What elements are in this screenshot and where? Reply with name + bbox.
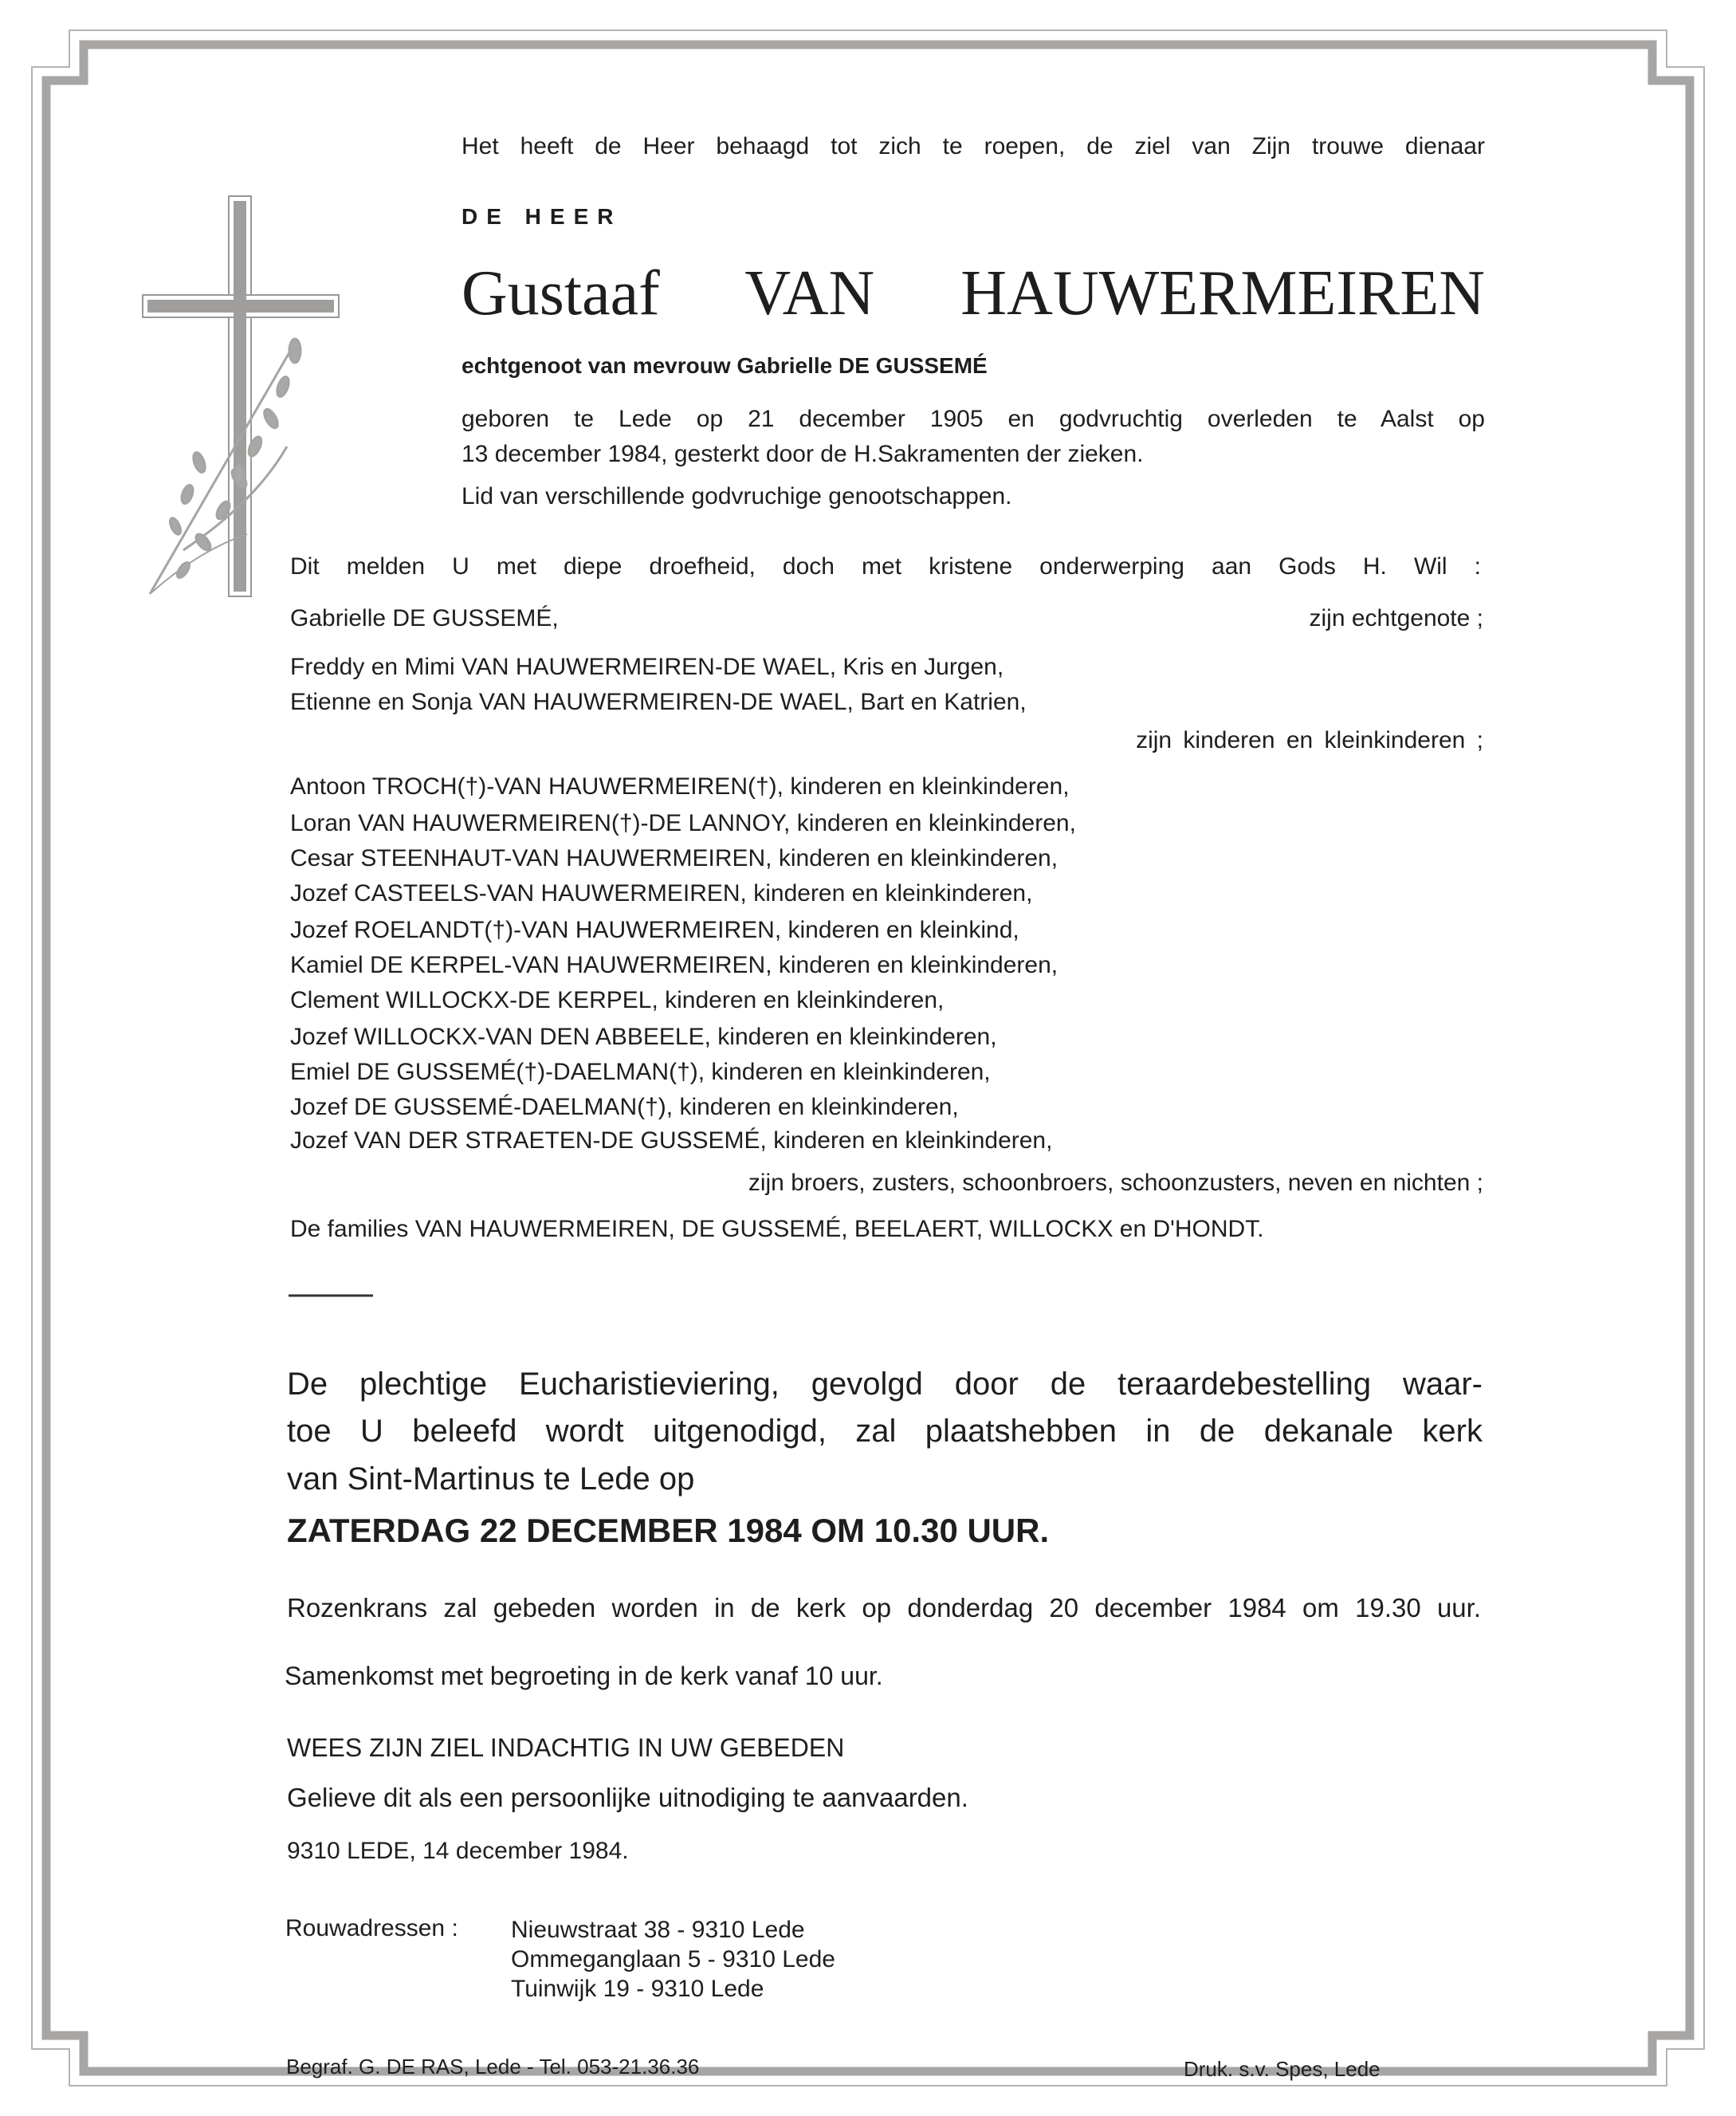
sibling-line: Jozef VAN DER STRAETEN-DE GUSSEMÉ, kinderen en kleinkinderen,	[290, 1127, 1053, 1154]
ceremony-date: ZATERDAG 22 DECEMBER 1984 OM 10.30 UUR.	[287, 1512, 1050, 1549]
branch-icon	[150, 339, 300, 594]
invitation-line: Gelieve dit als een persoonlijke uitnodiging te aanvaarden.	[287, 1783, 968, 1812]
footer-printer: Druk. s.v. Spes, Lede	[1184, 2057, 1381, 2081]
sibling-line: Jozef WILLOCKX-VAN DEN ABBEELE, kinderen en kleinkinderen,	[290, 1024, 997, 1050]
children-relation: zijn kinderen en kleinkinderen ;	[1136, 727, 1483, 753]
addresses-label: Rouwadressen :	[285, 1915, 458, 1941]
child-line: Freddy en Mimi VAN HAUWERMEIREN-DE WAEL, Kris en Jurgen,	[290, 654, 1004, 680]
child-line: Etienne en Sonja VAN HAUWERMEIREN-DE WAEL, Bart en Katrien,	[290, 689, 1027, 715]
sibling-line: Cesar STEENHAUT-VAN HAUWERMEIREN, kinderen en kleinkinderen,	[290, 845, 1058, 871]
sibling-line: Clement WILLOCKX-DE KERPEL, kinderen en kleinkinderen,	[290, 987, 945, 1013]
sibling-line: Jozef CASTEELS-VAN HAUWERMEIREN, kinderen en kleinkinderen,	[290, 880, 1033, 907]
sibling-line: Emiel DE GUSSEMÉ(†)-DAELMAN(†), kinderen en kleinkinderen,	[290, 1059, 991, 1085]
rosary-line: Rozenkrans zal gebeden worden in de kerk op donderdag 20 december 1984 om 19.30 uur.	[287, 1593, 1481, 1622]
birth-line-2: 13 december 1984, gesterkt door de H.Sakramenten der zieken.	[461, 441, 1144, 467]
membership-line: Lid van verschillende godvruchige genootschappen.	[461, 483, 1012, 509]
announcement: Dit melden U met diepe droefheid, doch met kristene onderwerping aan Gods H. Wil :	[290, 553, 1481, 580]
spouse-line: echtgenoot van mevrouw Gabrielle DE GUSSEMÉ	[461, 353, 988, 378]
widow-name: Gabrielle DE GUSSEMÉ,	[290, 605, 559, 631]
sibling-line: Antoon TROCH(†)-VAN HAUWERMEIREN(†), kinderen en kleinkinderen,	[290, 773, 1070, 800]
sibling-line: Loran VAN HAUWERMEIREN(†)-DE LANNOY, kinderen en kleinkinderen,	[290, 810, 1076, 836]
sibling-line: Jozef DE GUSSEMÉ-DAELMAN(†), kinderen en kleinkinderen,	[290, 1094, 959, 1120]
sibling-line: Jozef ROELANDT(†)-VAN HAUWERMEIREN, kinderen en kleinkind,	[290, 917, 1019, 943]
title-prefix: DE HEER	[461, 204, 623, 229]
address-line: Ommeganglaan 5 - 9310 Lede	[511, 1946, 835, 1972]
address-line: Nieuwstraat 38 - 9310 Lede	[511, 1917, 805, 1943]
siblings-relation: zijn broers, zusters, schoonbroers, schoonzusters, neven en nichten ;	[748, 1170, 1483, 1196]
prayer-line: WEES ZIJN ZIEL INDACHTIG IN UW GEBEDEN	[287, 1733, 845, 1762]
ceremony-line-3: van Sint-Martinus te Lede op	[287, 1461, 695, 1497]
widow-relation: zijn echtgenote ;	[1309, 605, 1483, 631]
address-line: Tuinwijk 19 - 9310 Lede	[511, 1976, 764, 2002]
deceased-name: Gustaaf VAN HAUWERMEIREN	[461, 258, 1485, 328]
gathering-line: Samenkomst met begroeting in de kerk vanaf 10 uur.	[285, 1662, 883, 1690]
families-line: De families VAN HAUWERMEIREN, DE GUSSEMÉ, BEELAERT, WILLOCKX en D'HONDT.	[290, 1216, 1264, 1242]
place-date: 9310 LEDE, 14 december 1984.	[287, 1838, 629, 1864]
birth-line-1: geboren te Lede op 21 december 1905 en godvruchtig overleden te Aalst op	[461, 406, 1485, 432]
sibling-line: Kamiel DE KERPEL-VAN HAUWERMEIREN, kinderen en kleinkinderen,	[290, 952, 1058, 978]
footer-undertaker: Begraf. G. DE RAS, Lede - Tel. 053-21.36.36	[286, 2055, 700, 2079]
intro-text: Het heeft de Heer behaagd tot zich te roepen, de ziel van Zijn trouwe dienaar	[461, 133, 1485, 159]
ceremony-line-2: toe U beleefd wordt uitgenodigd, zal plaatshebben in de dekanale kerk	[287, 1414, 1483, 1449]
ceremony-line-1: De plechtige Eucharistieviering, gevolgd door de teraardebestelling waar-	[287, 1367, 1483, 1402]
